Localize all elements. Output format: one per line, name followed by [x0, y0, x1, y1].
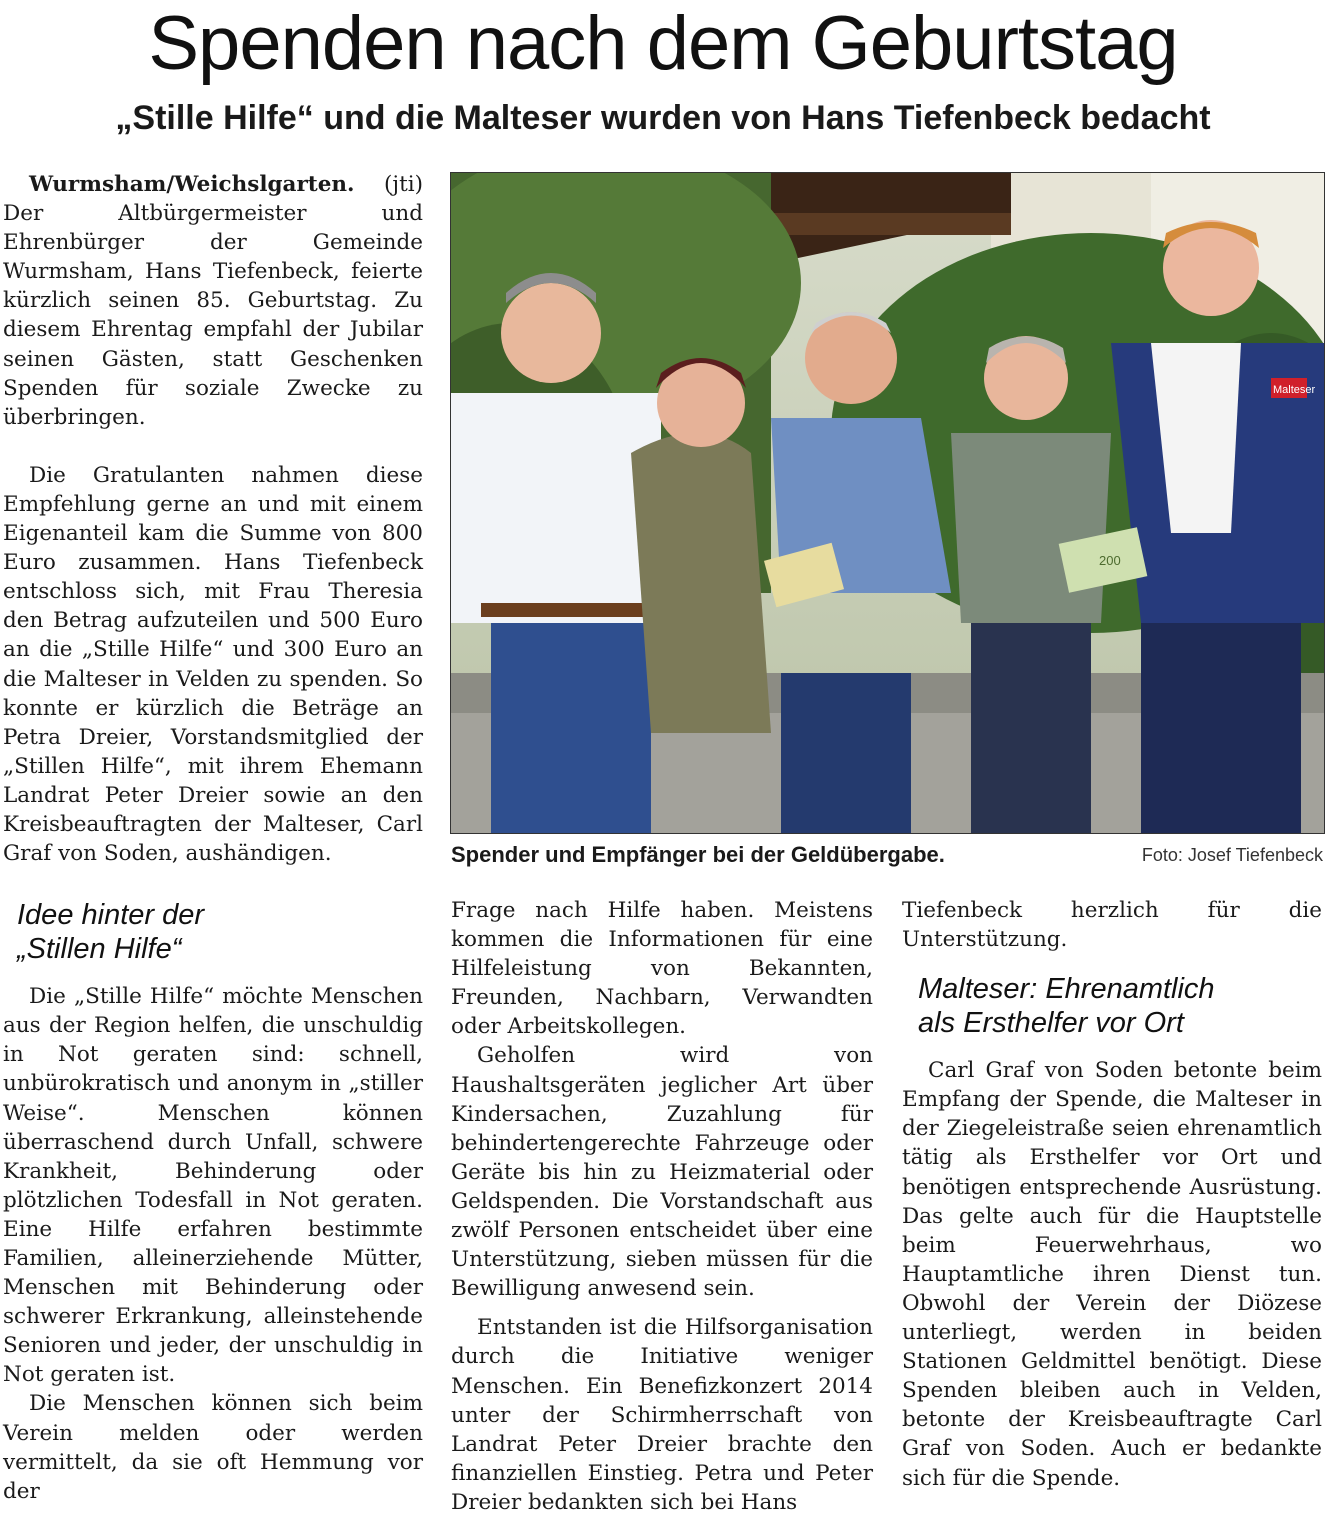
article-photo [450, 172, 1325, 834]
subheadline: „Stille Hilfe“ und die Malteser wurden von Hans Tiefenbeck bedacht [115, 99, 1211, 137]
dateline-author: (jti) [384, 172, 423, 197]
paragraph: Die Menschen können sich beim Verein melden oder werden vermittelt, da sie oft Hemmung vor der [3, 1391, 423, 1504]
photo-credit: Foto: Josef Tiefenbeck [1141, 845, 1323, 865]
lead-text: Der Altbürgermeister und Ehrenbürger der Gemeinde Wurmsham, Hans Tiefenbeck, feierte kürzlich seinen 85. Geburtstag. Zu diesem Ehrentag empfahl der Jubilar seinen Gästen, statt Geschenken Spenden für soziale Zwecke zu überbringen. [3, 201, 423, 430]
paragraph: Geholfen wird von Haushaltsgeräten jeglicher Art über Kindersachen, Zuzahlung für behindertengerechte Fahrzeuge oder Geräte bis hin zu Heizmaterial oder Geldspenden. Die Vorstandschaft aus zwölf Personen entscheidet über eine Unterstützung, sieben müssen für die Bewilligung anwesend sein. [451, 1043, 873, 1302]
column-2 [451, 896, 873, 1517]
paragraph: Die „Stille Hilfe“ möchte Menschen aus der Region helfen, die unschuldig in Not geraten sind: schnell, unbürokratisch und anonym in „stiller Weise“. Menschen können überraschend durch Unfall, schwere Krankheit, Behinderung oder plötzlichen Todesfall in Not geraten. Eine Hilfe erfahren bestimmte Familien, alleinerziehende Mütter, Menschen mit Behinderung oder schwerer Erkrankung, alleinstehende Senioren und jeder, der unschuldig in Not geraten ist. [3, 984, 423, 1388]
crosshead-malteser: Malteser: Ehrenamtlich als Ersthelfer vor Ort [918, 973, 1215, 1040]
lead-paragraph [3, 170, 423, 432]
headline: Spenden nach dem Geburtstag [148, 1, 1178, 86]
column-3 [902, 896, 1322, 1493]
photo-caption-row [451, 842, 1323, 872]
crosshead-stille-hilfe: Idee hinter der „Stillen Hilfe“ [17, 899, 205, 966]
photo-group-donation [451, 173, 1324, 833]
photo-caption: Spender und Empfänger bei der Geldübergabe. [451, 842, 945, 867]
paragraph: Tiefenbeck herzlich für die Unterstützung. [902, 898, 1322, 953]
paragraph: Die Gratulanten nahmen diese Empfehlung gerne an und mit einem Eigenanteil kam die Summe von 800 Euro zusammen. Hans Tiefenbeck entschloss sich, mit Frau Theresia den Betrag aufzuteilen und 500 Euro an die „Stille Hilfe“ und 300 Euro an die Malteser in Velden zu spenden. So konnte er kürzlich die Beträge an Petra Dreier, Vorstandsmitglied der „Stillen Hilfe“, mit ihrem Ehemann Landrat Peter Dreier sowie an den Kreisbeauftragten der Malteser, Carl Graf von Soden, aushändigen. [3, 462, 423, 867]
paragraph: Entstanden ist die Hilfsorganisation durch die Initiative weniger Menschen. Ein Benefizkonzert 2014 unter der Schirmherrschaft von Landrat Peter Dreier brachte den finanziellen Einstieg. Petra und Peter Dreier bedankten sich bei Hans [451, 1315, 873, 1515]
vest-logo-text: Malteser [1273, 384, 1316, 396]
paragraph: Frage nach Hilfe haben. Meistens kommen die Informationen für eine Hilfeleistung von Bekannten, Freunden, Nachbarn, Verwandten oder Arbeitskollegen. [451, 898, 873, 1040]
dateline-place: Wurmsham/Weichslgarten. [29, 172, 355, 197]
paragraph: Carl Graf von Soden betonte beim Empfang der Spende, die Malteser in der Ziegeleistraße seien ehrenamtlich tätig als Ersthelfer vor Ort und benötigen entsprechende Ausrüstung. Das gelte auch für die Hauptstelle beim Feuerwehrhaus, wo Hauptamtliche ihren Dienst tun. Obwohl der Verein der Diözese unterliegt, werden in beiden Stationen Geldmittel benötigt. Diese Spenden bleiben auch in Velden, betonte der Kreisbeauftragte Carl Graf von Soden. Auch er bedankte sich für die Spende. [902, 1058, 1322, 1491]
column-1 [3, 170, 423, 1506]
banknote-text: 200 [1099, 553, 1121, 568]
